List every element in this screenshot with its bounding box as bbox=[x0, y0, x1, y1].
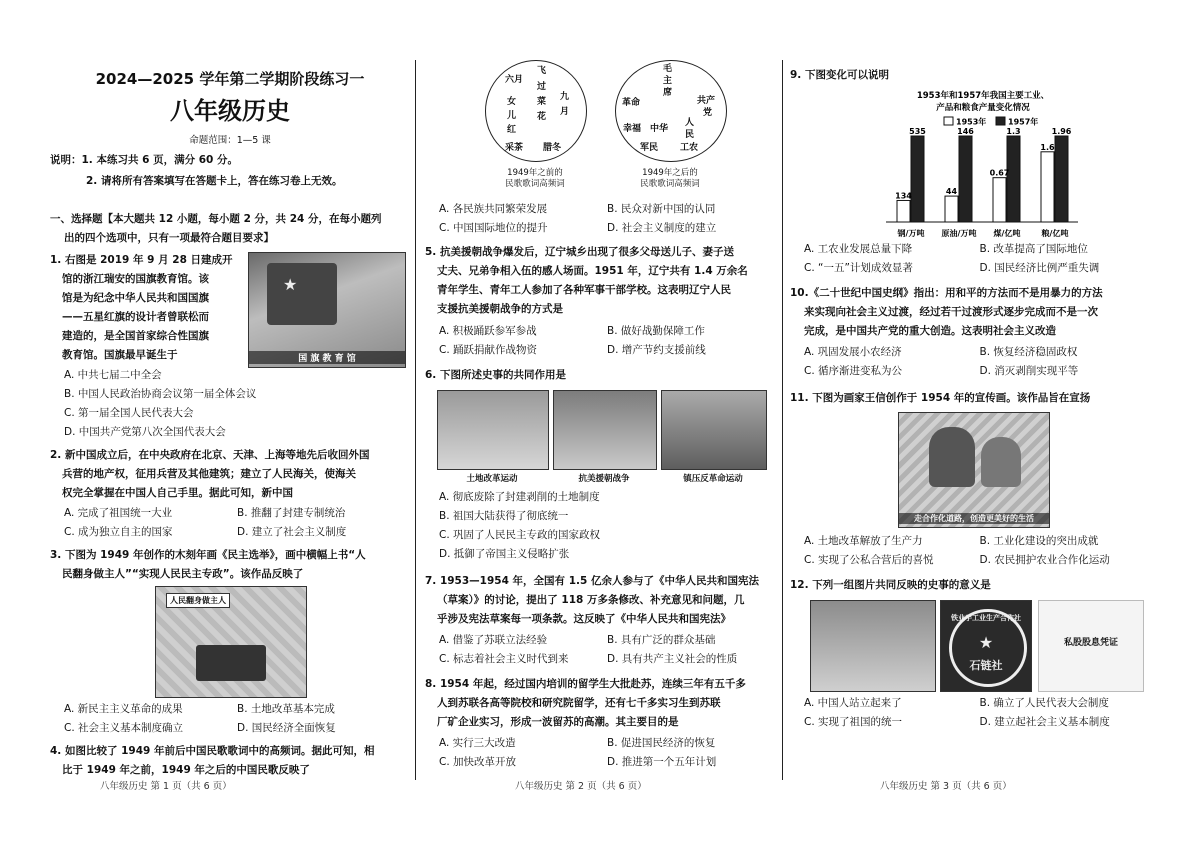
caption-after: 1949年之后的 民歌歌词高频词 bbox=[640, 168, 700, 189]
q10-line: 10.《二十世纪中国史纲》指出：用和平的方法而不是用暴力的方法 bbox=[790, 287, 1103, 299]
q11-option-b[interactable]: B. 工业化建设的突出成就 bbox=[979, 535, 1099, 547]
q4-option-a[interactable]: A. 各民族共同繁荣发展 bbox=[439, 203, 548, 215]
q3-option-c[interactable]: C. 社会主义基本制度确立 bbox=[64, 722, 184, 734]
word: 人 bbox=[685, 118, 695, 128]
category-label: 煤/亿吨 bbox=[993, 229, 1021, 238]
q5-option-a[interactable]: A. 积极踊跃参军参战 bbox=[439, 325, 537, 337]
legend-swatch bbox=[996, 117, 1005, 125]
exam-subject-title: 八年级历史 bbox=[170, 96, 290, 125]
bar bbox=[897, 200, 910, 222]
word: 幸福 bbox=[623, 124, 642, 134]
word: 过 bbox=[537, 82, 547, 92]
land-reform-photo bbox=[437, 390, 549, 470]
q4-line: 比于 1949 年之前，1949 年之后的中国民歌反映了 bbox=[62, 764, 310, 776]
q11-option-a[interactable]: A. 土地改革解放了生产力 bbox=[804, 535, 923, 547]
question-3-stem bbox=[50, 546, 410, 584]
question-10-stem bbox=[790, 284, 1155, 341]
question-7-stem bbox=[425, 572, 775, 629]
q2-line: 权完全掌握在中国人自己手里。据此可知，新中国 bbox=[62, 487, 293, 499]
q3-option-d[interactable]: D. 国民经济全面恢复 bbox=[237, 722, 336, 734]
bar bbox=[1007, 136, 1020, 222]
question-11-options bbox=[790, 532, 1155, 570]
q2-line: 兵营的地产权，征用兵营及其他建筑；建立了人民海关，使海关 bbox=[62, 468, 356, 480]
question-6-options bbox=[425, 488, 775, 564]
q11-option-d[interactable]: D. 农民拥护农业合作化运动 bbox=[979, 554, 1110, 566]
word: 儿 bbox=[507, 111, 517, 121]
figure-shape bbox=[929, 427, 975, 487]
question-1-stem bbox=[50, 251, 245, 365]
word: 红 bbox=[507, 125, 517, 135]
question-11-stem: 11. 下图为画家王信创作于 1954 年的宣传画。该作品旨在宣扬 bbox=[790, 392, 1091, 404]
page-footer-1: 八年级历史 第 1 页（共 6 页） bbox=[100, 781, 232, 792]
category-label: 原油/万吨 bbox=[941, 229, 977, 238]
q5-option-b[interactable]: B. 做好战勤保障工作 bbox=[607, 325, 705, 337]
q1-line: 教育馆。国旗最早诞生于 bbox=[62, 349, 178, 361]
section-heading-line-1: 一、选择题【本大题共 12 小题，每小题 2 分，共 24 分，在每小题列 bbox=[50, 213, 382, 225]
word: 女 bbox=[507, 97, 517, 107]
question-4-options bbox=[425, 200, 775, 238]
q10-option-a[interactable]: A. 巩固发展小农经济 bbox=[804, 346, 902, 358]
question-7-options bbox=[425, 631, 775, 669]
q7-line: （草案）》的讨论，提出了 118 万多条修改、补充意见和问题，几 bbox=[437, 594, 745, 606]
q5-line: 青年学生、青年工人参加了各种军事干部学校。这表明辽宁人民 bbox=[437, 284, 731, 296]
word: 月 bbox=[560, 107, 570, 117]
flag-shape bbox=[267, 263, 337, 325]
q5-line: 支援抗美援朝战争的方式是 bbox=[437, 303, 563, 315]
question-12-options bbox=[790, 694, 1155, 732]
question-10-options bbox=[790, 343, 1155, 381]
bar-value-label: 0.67 bbox=[989, 168, 1010, 178]
bar bbox=[993, 178, 1006, 222]
caption-korea-war: 抗美援朝战争 bbox=[578, 474, 630, 484]
question-4-stem bbox=[50, 742, 410, 780]
question-8-stem bbox=[425, 675, 775, 732]
bar-value-label: 1.96 bbox=[1051, 127, 1072, 136]
suppression-campaign-photo bbox=[661, 390, 767, 470]
word: 民 bbox=[685, 130, 695, 140]
q12-option-a[interactable]: A. 中国人站立起来了 bbox=[804, 697, 902, 709]
q2-line: 2. 新中国成立后，在中央政府在北京、天津、上海等地先后收回外国 bbox=[50, 449, 370, 461]
legend-swatch bbox=[944, 117, 953, 125]
word: 毛 bbox=[663, 64, 673, 74]
q2-option-c[interactable]: C. 成为独立自主的国家 bbox=[64, 526, 173, 538]
bar-value-label: 146 bbox=[957, 127, 974, 136]
democratic-election-woodcut bbox=[155, 586, 307, 698]
q6-option-b[interactable]: B. 祖国大陆获得了彻底统一 bbox=[439, 510, 569, 522]
word: 腊冬 bbox=[543, 143, 562, 153]
word: 菜 bbox=[537, 97, 547, 107]
woodcut-banner: 人民翻身做主人 bbox=[166, 593, 230, 608]
q1-option-d[interactable]: D. 中国共产党第八次全国代表大会 bbox=[64, 426, 226, 438]
figure-shape bbox=[981, 437, 1021, 487]
q6-option-a[interactable]: A. 彻底废除了封建剥削的土地制度 bbox=[439, 491, 600, 503]
column-divider bbox=[415, 60, 416, 780]
category-label: 钢/万吨 bbox=[897, 229, 925, 238]
q3-option-b[interactable]: B. 土地改革基本完成 bbox=[237, 703, 335, 715]
chart-title-line-1: 1953年和1957年我国主要工业、 bbox=[916, 91, 1050, 101]
q10-option-c[interactable]: C. 循序渐进变私为公 bbox=[804, 365, 903, 377]
q5-option-c[interactable]: C. 踊跃捐献作战物资 bbox=[439, 344, 538, 356]
q3-line: 3. 下图为 1949 年创作的木刻年画《民主选举》，画中横幅上书“人 bbox=[50, 549, 366, 561]
page-1 bbox=[50, 0, 410, 848]
q12-option-d[interactable]: D. 建立起社会主义基本制度 bbox=[979, 716, 1110, 728]
bar bbox=[1055, 136, 1068, 222]
cooperative-seal bbox=[940, 600, 1032, 692]
q3-line: 民翻身做主人”“实现人民民主专政”。该作品反映了 bbox=[62, 568, 304, 580]
q12-option-b[interactable]: B. 确立了人民代表大会制度 bbox=[979, 697, 1109, 709]
bar-value-label: 134 bbox=[895, 191, 912, 201]
q8-option-b[interactable]: B. 促进国民经济的恢复 bbox=[607, 737, 716, 749]
word: 九 bbox=[560, 92, 570, 102]
ballot-table-shape bbox=[196, 645, 266, 681]
workers-poster bbox=[810, 600, 936, 692]
bar bbox=[1041, 152, 1054, 222]
q1-option-c[interactable]: C. 第一届全国人民代表大会 bbox=[64, 407, 194, 419]
q9-option-a[interactable]: A. 工农业发展总量下降 bbox=[804, 243, 913, 255]
q1-line: ——五星红旗的设计者曾联松而 bbox=[62, 311, 209, 323]
word-circle-before bbox=[485, 60, 587, 162]
question-2-stem bbox=[50, 446, 410, 503]
word: 革命 bbox=[622, 98, 641, 108]
q5-line: 丈夫、兄弟争相入伍的感人场面。1951 年，辽宁共有 1.4 万余名 bbox=[437, 265, 748, 277]
caption-land-reform: 土地改革运动 bbox=[466, 474, 518, 484]
bar-value-label: 1.6 bbox=[1040, 142, 1055, 152]
q12-option-c[interactable]: C. 实现了祖国的统一 bbox=[804, 716, 903, 728]
exam-note-1: 说明：1. 本练习共 6 页，满分 60 分。 bbox=[50, 154, 238, 166]
certificate-title: 私股股息凭证 bbox=[1063, 638, 1118, 648]
word: 六月 bbox=[505, 75, 524, 85]
star-icon: ★ bbox=[978, 633, 994, 652]
q8-option-c[interactable]: C. 加快改革开放 bbox=[439, 756, 517, 768]
poster-slogan: 走合作化道路，创造更美好的生活 bbox=[899, 513, 1049, 524]
q2-option-d[interactable]: D. 建立了社会主义制度 bbox=[237, 526, 347, 538]
exam-year-title: 2024—2025 学年第二学期阶段练习一 bbox=[95, 70, 365, 88]
star-icon: ★ bbox=[283, 275, 298, 294]
q6-option-d[interactable]: D. 抵御了帝国主义侵略扩张 bbox=[439, 548, 570, 560]
q1-line: 馆是为纪念中华人民共和国国旗 bbox=[62, 292, 209, 304]
seal-name: 石链社 bbox=[969, 659, 1003, 672]
q1-option-a[interactable]: A. 中共七届二中全会 bbox=[64, 369, 162, 381]
question-5-stem bbox=[425, 243, 775, 319]
q6-option-c[interactable]: C. 巩固了人民民主专政的国家政权 bbox=[439, 529, 601, 541]
bar bbox=[959, 136, 972, 222]
column-divider bbox=[782, 60, 783, 780]
question-1-options bbox=[50, 366, 410, 442]
bar-value-label: 44 bbox=[945, 187, 958, 197]
question-5-options bbox=[425, 322, 775, 360]
question-2-options bbox=[50, 504, 410, 542]
bar bbox=[945, 196, 958, 222]
q2-option-a[interactable]: A. 完成了祖国统一大业 bbox=[64, 507, 173, 519]
question-9-stem: 9. 下图变化可以说明 bbox=[790, 69, 889, 81]
q1-line: 建造的，是全国首家综合性国旗 bbox=[62, 330, 209, 342]
q10-option-b[interactable]: B. 恢复经济稳固政权 bbox=[979, 346, 1078, 358]
q9-option-d[interactable]: D. 国民经济比例严重失调 bbox=[979, 262, 1100, 274]
page-footer-2: 八年级历史 第 2 页（共 6 页） bbox=[515, 781, 647, 792]
q10-option-d[interactable]: D. 消灭剥削实现平等 bbox=[979, 365, 1079, 377]
q7-option-b[interactable]: B. 具有广泛的群众基础 bbox=[607, 634, 716, 646]
page-footer-3: 八年级历史 第 3 页（共 6 页） bbox=[880, 781, 1012, 792]
question-12-stem: 12. 下列一组图片共同反映的史事的意义是 bbox=[790, 579, 991, 591]
q4-option-b[interactable]: B. 民众对新中国的认同 bbox=[607, 203, 716, 215]
page-3 bbox=[790, 0, 1155, 848]
question-6-stem: 6. 下图所述史事的共同作用是 bbox=[425, 369, 566, 381]
q1-line: 1. 右图是 2019 年 9 月 28 日建成开 bbox=[50, 254, 233, 266]
category-label: 粮/亿吨 bbox=[1041, 229, 1069, 238]
q3-option-a[interactable]: A. 新民主主义革命的成果 bbox=[64, 703, 183, 715]
word: 党 bbox=[703, 108, 713, 118]
q4-option-c[interactable]: C. 中国国际地位的提升 bbox=[439, 222, 548, 234]
q10-line: 完成，是中国共产党的重大创造。这表明社会主义改造 bbox=[804, 325, 1056, 337]
production-bar-chart bbox=[878, 88, 1088, 243]
q5-option-d[interactable]: D. 增产节约支援前线 bbox=[607, 344, 706, 356]
chart-title-line-2: 产品和粮食产量变化情况 bbox=[936, 103, 1030, 113]
word: 采茶 bbox=[505, 143, 524, 153]
q8-option-a[interactable]: A. 实行三大改造 bbox=[439, 737, 516, 749]
q8-line: 人到苏联各高等院校和研究院留学，还有七千多实习生到苏联 bbox=[437, 697, 721, 709]
propaganda-poster bbox=[898, 412, 1050, 528]
word: 中华 bbox=[650, 124, 669, 134]
word: 主 bbox=[663, 76, 673, 86]
q1-line: 馆的浙江瑞安的国旗教育馆。该 bbox=[62, 273, 209, 285]
chart-legend bbox=[944, 117, 1038, 127]
section-heading bbox=[50, 210, 410, 248]
q7-line: 7. 1953—1954 年，全国有 1.5 亿余人参与了《中华人民共和国宪法 bbox=[425, 575, 759, 587]
q4-line: 4. 如图比较了 1949 年前后中国民歌歌词中的高频词。据此可知，相 bbox=[50, 745, 375, 757]
q8-line: 8. 1954 年起，经过国内培训的留学生大批赴苏，连续三年有五千多 bbox=[425, 678, 746, 690]
question-8-options bbox=[425, 734, 775, 772]
seal-text: 铁业手工业生产合作社 bbox=[951, 614, 1021, 622]
q8-option-d[interactable]: D. 推进第一个五年计划 bbox=[607, 756, 717, 768]
museum-sign: 国 旗 教 育 馆 bbox=[249, 351, 405, 364]
q9-option-b[interactable]: B. 改革提高了国际地位 bbox=[979, 243, 1088, 255]
word: 花 bbox=[537, 112, 547, 122]
q10-line: 来实现向社会主义过渡，经过若干过渡形式逐步完成而不是一次 bbox=[804, 306, 1098, 318]
q7-line: 乎涉及宪法草案每一项条款。这反映了《中华人民共和国宪法》 bbox=[437, 613, 731, 625]
bar-value-label: 1.3 bbox=[1006, 127, 1021, 136]
q2-option-b[interactable]: B. 推翻了封建专制统治 bbox=[237, 507, 346, 519]
exam-note-2: 2. 请将所有答案填写在答题卡上，答在练习卷上无效。 bbox=[86, 175, 343, 187]
q7-option-a[interactable]: A. 借鉴了苏联立法经验 bbox=[439, 634, 548, 646]
word: 飞 bbox=[537, 66, 547, 76]
korea-war-photo bbox=[553, 390, 657, 470]
exam-scope: 命题范围：1—5 课 bbox=[189, 135, 271, 146]
word: 席 bbox=[663, 88, 673, 98]
q4-option-d[interactable]: D. 社会主义制度的建立 bbox=[607, 222, 717, 234]
legend-label: 1957年 bbox=[1008, 117, 1039, 127]
legend-label: 1953年 bbox=[956, 117, 987, 127]
word: 工农 bbox=[680, 143, 699, 153]
q9-option-c[interactable]: C. “一五”计划成效显著 bbox=[804, 262, 913, 274]
q8-line: 厂矿企业实习，形成一波留苏的高潮。其主要目的是 bbox=[437, 716, 679, 728]
question-9-options bbox=[790, 240, 1155, 278]
word: 军民 bbox=[640, 143, 659, 153]
caption-before: 1949年之前的 民歌歌词高频词 bbox=[505, 168, 565, 189]
page-2 bbox=[425, 0, 775, 848]
q7-option-c[interactable]: C. 标志着社会主义时代到来 bbox=[439, 653, 569, 665]
flag-museum-photo bbox=[248, 252, 406, 368]
word: 共产 bbox=[697, 96, 716, 106]
q11-option-c[interactable]: C. 实现了公私合营后的喜悦 bbox=[804, 554, 934, 566]
q7-option-d[interactable]: D. 具有共产主义社会的性质 bbox=[607, 653, 738, 665]
caption-suppression: 镇压反革命运动 bbox=[683, 474, 743, 484]
bar bbox=[911, 136, 924, 222]
question-3-options bbox=[50, 700, 410, 738]
q5-line: 5. 抗美援朝战争爆发后，辽宁城乡出现了很多父母送儿子、妻子送 bbox=[425, 246, 734, 258]
dividend-certificate bbox=[1038, 600, 1144, 692]
bar-value-label: 535 bbox=[909, 127, 926, 136]
q1-option-b[interactable]: B. 中国人民政治协商会议第一届全体会议 bbox=[64, 388, 257, 400]
section-heading-line-2: 出的四个选项中，只有一项最符合题目要求】 bbox=[64, 232, 274, 244]
